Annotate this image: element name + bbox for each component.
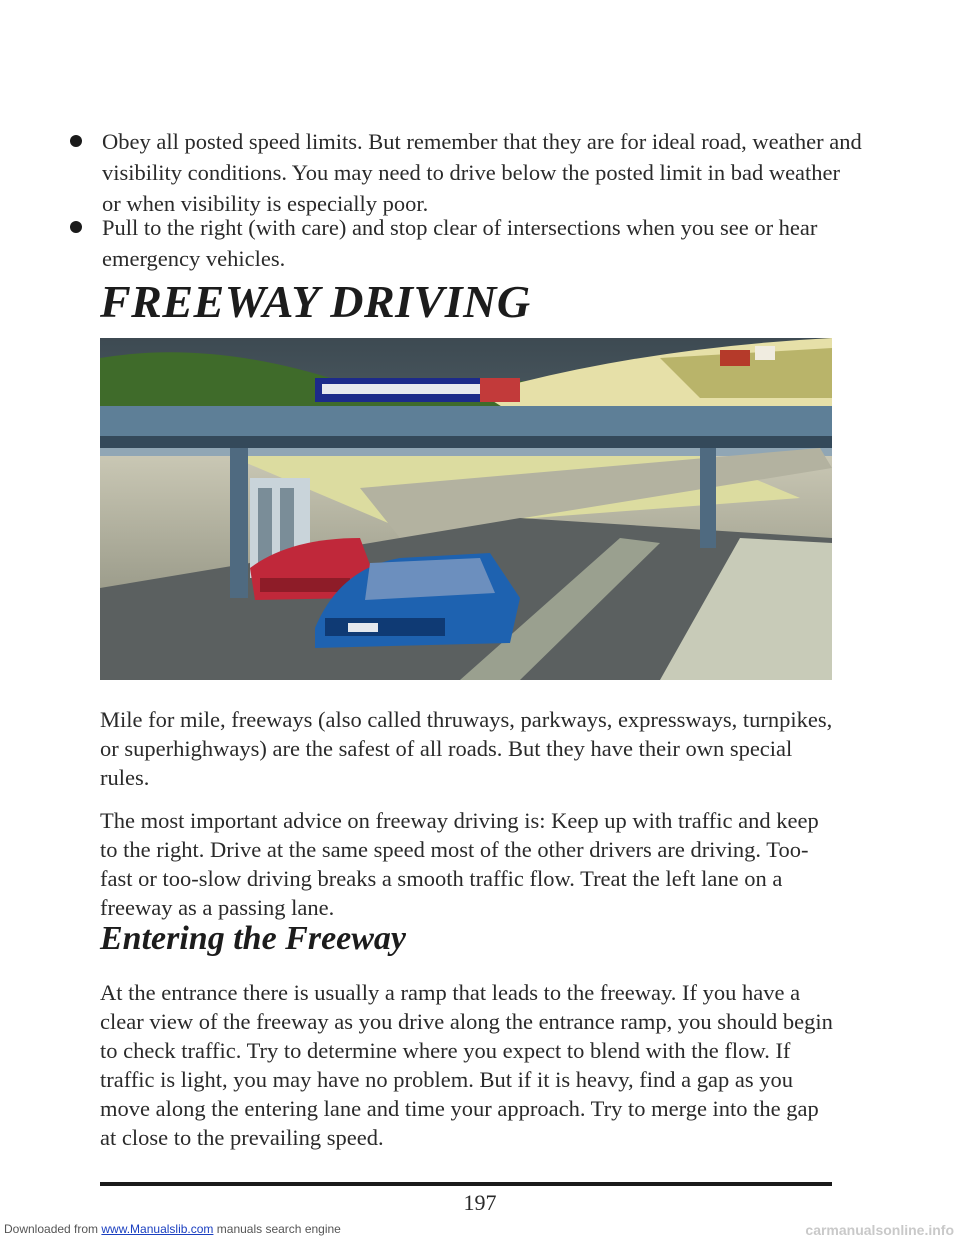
paragraph: The most important advice on freeway driving is: Keep up with traffic and keep to the right. Drive at the same speed most of the other drivers are driving. Too-fast or too-slow driving breaks a smooth traffic flow. Treat the left lane on a freeway as a passing lane. xyxy=(100,808,819,920)
paragraph: At the entrance there is usually a ramp that leads to the freeway. If you have a clear view of the freeway as you drive along the entrance ramp, you should begin to check traffic. Try to determine where you expect to blend with the flow. If traffic is light, you may have no problem. But if it is heavy, find a gap as you move along the entering lane and time your approach. Try to merge into the gap at close to the prevailing speed. xyxy=(100,980,833,1150)
download-watermark xyxy=(4,1222,341,1236)
watermark-suffix: manuals search engine xyxy=(213,1222,341,1236)
bullet-icon xyxy=(70,221,82,233)
footer-divider xyxy=(100,1182,832,1186)
manualslib-link[interactable]: www.Manualslib.com xyxy=(101,1222,214,1236)
freeway-illustration xyxy=(100,338,832,680)
bullet-item xyxy=(70,126,862,219)
section-title: FREEWAY DRIVING xyxy=(100,276,531,327)
subsection-title: Entering the Freeway xyxy=(100,920,407,957)
watermark-prefix: Downloaded from xyxy=(4,1222,102,1236)
page-number: 197 xyxy=(463,1190,497,1215)
site-watermark: carmanualsonline.info xyxy=(805,1222,954,1238)
bullet-item xyxy=(70,212,862,274)
bullet-text: Obey all posted speed limits. But remember that they are for ideal road, weather and visibility conditions. You may need to drive below the posted limit in bad weather or when visibility is especially poor. xyxy=(102,129,862,216)
bullet-icon xyxy=(70,135,82,147)
paragraph: Mile for mile, freeways (also called thruways, parkways, expressways, turnpikes, or superhighways) are the safest of all roads. But they have their own special rules. xyxy=(100,707,833,790)
bullet-text: Pull to the right (with care) and stop clear of intersections when you see or hear emergency vehicles. xyxy=(102,215,818,271)
